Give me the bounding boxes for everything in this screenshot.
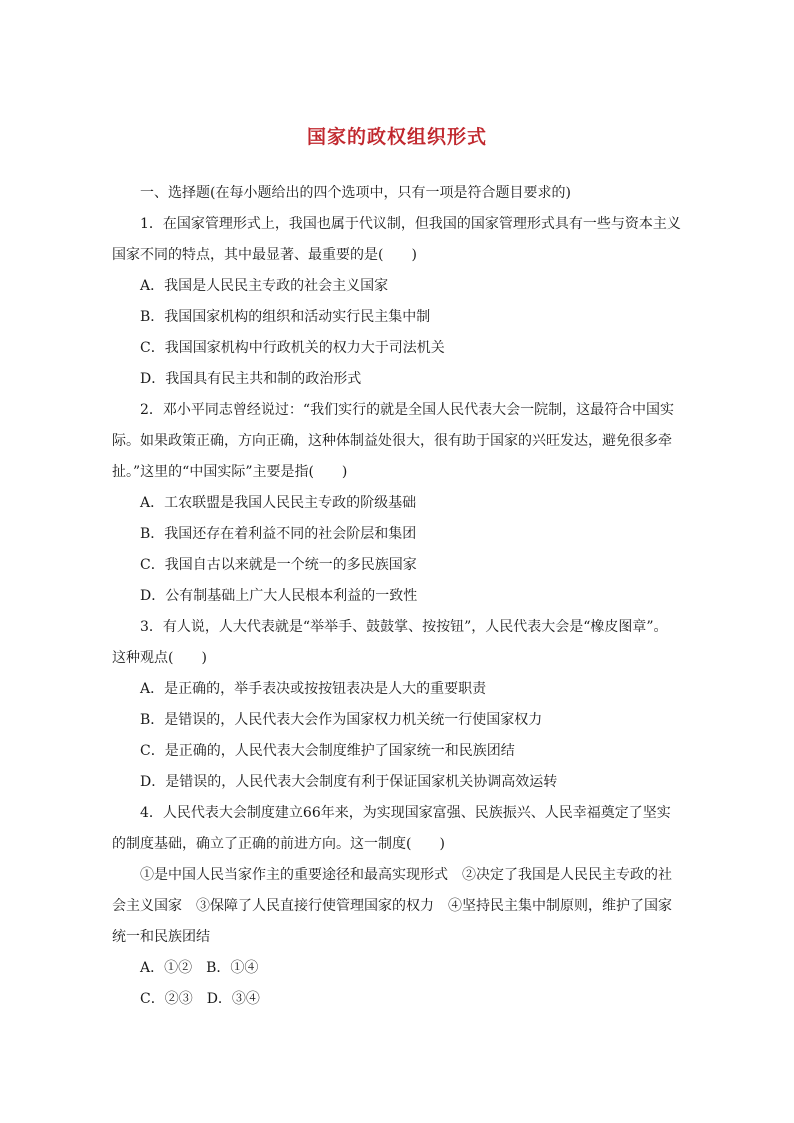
- option-c: C．是正确的，人民代表大会制度维护了国家统一和民族团结: [140, 743, 515, 759]
- option-a: A．工农联盟是我国人民民主专政的阶级基础: [140, 495, 417, 511]
- option-d: D．我国具有民主共和制的政治形式: [140, 371, 362, 387]
- option-row-ab: A．①② B．①④: [140, 960, 259, 976]
- page-title: 国家的政权组织形式: [306, 126, 487, 148]
- option-b: B．我国国家机构的组织和活动实行民主集中制: [140, 309, 431, 325]
- question-2: [112, 395, 684, 612]
- option-d: D．公有制基础上广大人民根本利益的一致性: [140, 588, 418, 604]
- option-a: A．我国是人民民主专政的社会主义国家: [140, 278, 389, 294]
- statement-line: ①是中国人民当家作主的重要途径和最高实现形式 ②决定了我国是人民民主专政的社: [140, 867, 672, 883]
- option-c: C．我国国家机构中行政机关的权力大于司法机关: [140, 340, 445, 356]
- question-stem-line: 扯。”这里的“中国实际”主要是指( ): [112, 464, 348, 480]
- question-stem-line: 国家不同的特点，其中最显著、最重要的是( ): [112, 247, 417, 263]
- option-b: B．我国还存在着利益不同的社会阶层和集团: [140, 526, 417, 542]
- question-stem-line: 3．有人说，人大代表就是“举举手、鼓鼓掌、按按钮”，人民代表大会是“橡皮图章”。: [140, 619, 668, 635]
- statement-line: 会主义国家 ③保障了人民直接行使管理国家的权力 ④坚持民主集中制原则，维护了国家: [112, 898, 672, 914]
- question-4: [112, 798, 684, 1015]
- question-stem-line: 2．邓小平同志曾经说过：“我们实行的就是全国人民代表大会一院制，这最符合中国实: [140, 402, 675, 418]
- option-b: B．是错误的，人民代表大会作为国家权力机关统一行使国家权力: [140, 712, 543, 728]
- statement-line: 统一和民族团结: [112, 929, 210, 945]
- document-body: [112, 178, 684, 1015]
- option-a: A．是正确的，举手表决或按按钮表决是人大的重要职责: [140, 681, 487, 697]
- section-heading: 一、选择题(在每小题给出的四个选项中，只有一项是符合题目要求的): [140, 185, 571, 201]
- question-stem-line: 4．人民代表大会制度建立66年来，为实现国家富强、民族振兴、人民幸福奠定了坚实: [140, 805, 671, 821]
- question-stem-line: 1．在国家管理形式上，我国也属于代议制，但我国的国家管理形式具有一些与资本主义: [140, 216, 681, 232]
- question-stem-line: 的制度基础，确立了正确的前进方向。这一制度( ): [112, 836, 445, 852]
- option-row-cd: C．②③ D．③④: [140, 991, 260, 1007]
- option-d: D．是错误的，人民代表大会制度有利于保证国家机关协调高效运转: [140, 774, 558, 790]
- question-stem-line: 际。如果政策正确，方向正确，这种体制益处很大，很有助于国家的兴旺发达，避免很多牵: [112, 433, 672, 449]
- question-stem-line: 这种观点( ): [112, 650, 207, 666]
- question-1: [112, 209, 684, 395]
- option-c: C．我国自古以来就是一个统一的多民族国家: [140, 557, 417, 573]
- question-3: [112, 612, 684, 798]
